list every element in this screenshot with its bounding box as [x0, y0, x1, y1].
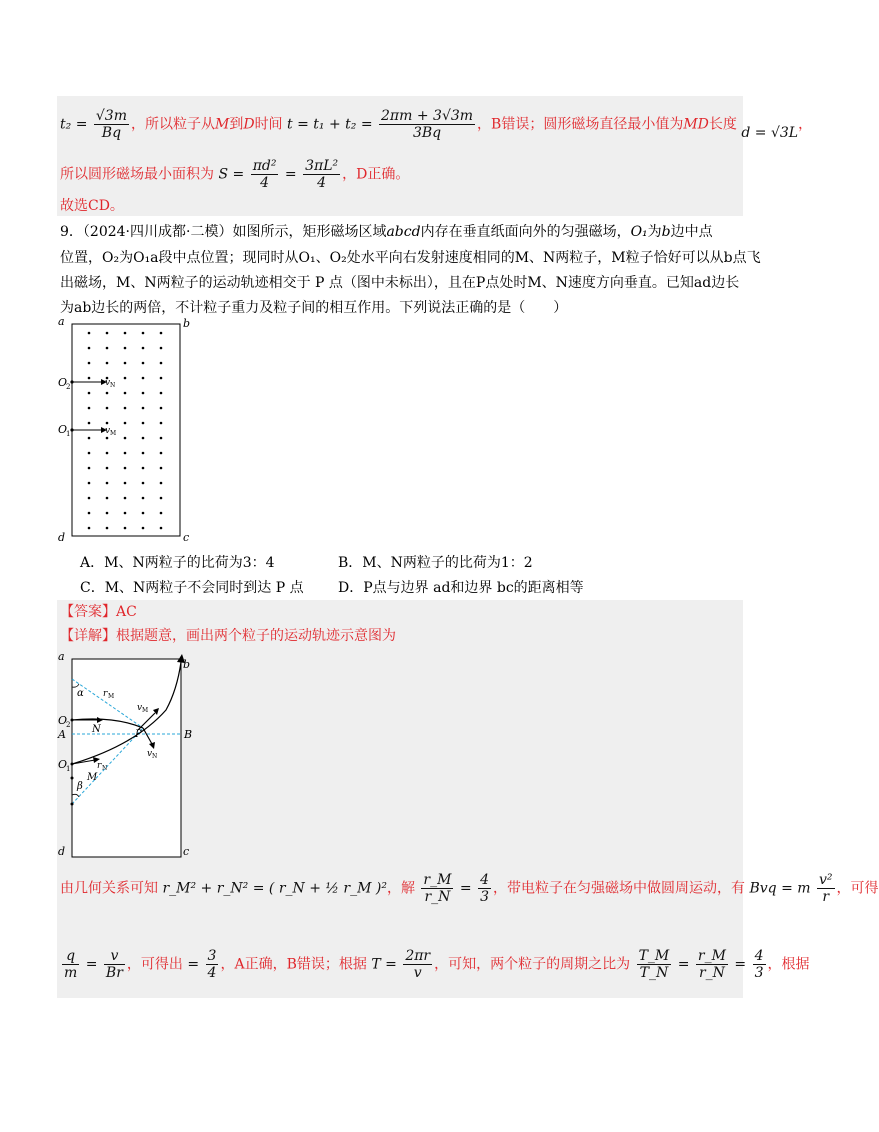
field-dot [88, 347, 91, 350]
fig2-label-d: d [58, 845, 66, 858]
fig1-label-O1: O [58, 423, 68, 436]
fig2-label-P: P [135, 729, 142, 740]
field-dot [160, 512, 163, 515]
field-dot [124, 362, 127, 365]
field-dot [88, 377, 91, 380]
fig2-label-c: c [183, 845, 190, 858]
question-line-1: 9．（2024·四川成都·二模）如图所示，矩形磁场区域abcd内存在垂直纸面向外的匀强磁场，O₁为b边中点 [60, 224, 713, 240]
fig1-label-vM: v [105, 426, 111, 436]
field-dot [106, 347, 109, 350]
field-dot [124, 527, 127, 530]
field-dot [142, 497, 145, 500]
field-dot [124, 392, 127, 395]
field-dot [160, 422, 163, 425]
field-dot [142, 362, 145, 365]
fig1-label-c: c [183, 531, 190, 544]
field-dot [160, 332, 163, 335]
field-dot [88, 362, 91, 365]
field-dot [142, 512, 145, 515]
field-dot [124, 422, 127, 425]
fig2-label-rN: r [97, 761, 102, 771]
field-dot [106, 362, 109, 365]
field-dot [124, 332, 127, 335]
field-dot [124, 407, 127, 410]
derivation-line-1: 由几何关系可知 r_M² + r_N² = ( r_N + ½ r_M )²，解 $\frac{r\_M}{r\_N}$ = $\frac{4}{3}$ ，带电粒子在匀强磁场中做圆周运动，有 Bvq = m $\frac{\text{v²}}{r}$ ，可得 [60, 872, 879, 905]
field-dot [106, 452, 109, 455]
solution-line-2: 所以圆形磁场最小面积为 S = $\frac{\text{πd²}}{4}$ = $\frac{\text{3πL²}}{4}$ ，D正确。 [60, 158, 410, 191]
answer-line: 【答案】AC [60, 604, 137, 620]
field-dot [160, 467, 163, 470]
field-dot [142, 332, 145, 335]
svg-text:N: N [110, 382, 116, 389]
field-dot [142, 347, 145, 350]
fig1-label-b: b [183, 317, 191, 330]
fig2-label-M: M [87, 772, 98, 783]
fig1-label-d: d [58, 531, 66, 544]
svg-text:2: 2 [66, 721, 71, 729]
explain-line: 【详解】根据题意，画出两个粒子的运动轨迹示意图为 [60, 628, 396, 644]
fig2-label-vM: v [137, 703, 143, 713]
field-dot [160, 362, 163, 365]
field-dot [106, 512, 109, 515]
field-dot [88, 512, 91, 515]
field-dot [106, 407, 109, 410]
field-dot [160, 497, 163, 500]
option-C[interactable]: C．M、N两粒子不会同时到达 P 点 [80, 580, 304, 596]
field-dot [88, 482, 91, 485]
field-dot [88, 392, 91, 395]
field-dot [160, 482, 163, 485]
fig1-label-a: a [58, 315, 65, 328]
field-dot [124, 437, 127, 440]
field-dot [88, 407, 91, 410]
field-dot [124, 482, 127, 485]
field-dot [106, 392, 109, 395]
question-line-2: 位置，O₂为O₁a段中点位置；现同时从O₁、O₂处水平向右发射速度相同的M、N两粒子，M粒子恰好可以从b点飞 [60, 250, 761, 266]
field-dot [106, 482, 109, 485]
field-dot [124, 347, 127, 350]
field-dot [142, 392, 145, 395]
field-dot [106, 527, 109, 530]
t2-fraction: $\frac{√3m}{Bq}$ [95, 108, 127, 141]
derivation-line-2: $\frac{q}{m}$ = $\frac{v}{Br}$ ，可得出 = $\frac{3}{4}$ ，A正确，B错误；根据 T = $\frac{2\pi r}{v}$ ，可知，两个粒子的周期之比为 $\frac{T\_M}{T\_N}$ = $\frac{r\_M}{r\_N}$ = $\frac{4}{3}$ ，根据 [64, 948, 810, 981]
fig2-label-a: a [58, 650, 65, 663]
field-dot [142, 467, 145, 470]
fig2-label-N: N [92, 724, 101, 735]
field-dot [160, 347, 163, 350]
field-dot [88, 332, 91, 335]
field-dot [88, 527, 91, 530]
field-dot [88, 467, 91, 470]
field-dot [106, 332, 109, 335]
magnetic-field-figure-1 [55, 315, 200, 547]
fig2-label-beta: β [77, 781, 83, 792]
field-dot [142, 407, 145, 410]
field-dot [88, 422, 91, 425]
fig2-label-b: b [183, 658, 191, 671]
svg-text:M: M [110, 430, 117, 437]
fig2-label-vN: v [147, 749, 153, 759]
field-dot [124, 377, 127, 380]
field-dot [88, 437, 91, 440]
field-dot [106, 422, 109, 425]
svg-text:N: N [152, 753, 158, 760]
field-dot [106, 497, 109, 500]
field-dot [124, 497, 127, 500]
field-dot [106, 467, 109, 470]
fig2-label-O2: O [58, 714, 68, 727]
conclusion: 故选CD。 [60, 198, 124, 214]
field-dot [142, 527, 145, 530]
field-dot [160, 437, 163, 440]
option-B[interactable]: B．M、N两粒子的比荷为1：2 [338, 555, 533, 571]
fig2-label-B: B [184, 728, 193, 741]
question-line-4: 为ab边长的两倍，不计粒子重力及粒子间的相互作用。下列说法正确的是（ ） [60, 300, 568, 316]
svg-text:1: 1 [66, 765, 71, 773]
field-dot [160, 392, 163, 395]
fig2-label-alpha: α [77, 688, 84, 699]
svg-text:M: M [108, 693, 115, 700]
fig1-label-O2: O [58, 376, 68, 389]
option-D[interactable]: D．P点与边界 ad和边界 bc的距离相等 [338, 580, 584, 596]
field-dot [160, 452, 163, 455]
field-dot [160, 407, 163, 410]
field-dot [124, 467, 127, 470]
trajectory-figure-2 [55, 650, 200, 862]
svg-text:N: N [102, 765, 108, 772]
field-dot [106, 437, 109, 440]
field-dot [88, 452, 91, 455]
field-dot [142, 482, 145, 485]
field-dot [160, 527, 163, 530]
field-dot [88, 497, 91, 500]
field-dot [142, 422, 145, 425]
fig2-label-O1: O [58, 758, 68, 771]
field-dot [124, 452, 127, 455]
t-fraction: $\frac{2\pi m + 3√3m}{3Bq}$ [381, 108, 474, 141]
solution-line-1: t₂ = $\frac{√3m}{Bq}$ ，所以粒子从M到D时间 t = t₁ + t₂ = $\frac{2\pi m + 3√3m}{3Bq}$ ，B错误；圆形磁场直径最小值为MD长度 d = √3L， [60, 108, 813, 141]
option-A[interactable]: A．M、N两粒子的比荷为3：4 [80, 555, 275, 571]
fig1-label-vN: v [105, 378, 111, 388]
field-dot [124, 512, 127, 515]
fig2-label-A: A [58, 728, 66, 741]
svg-text:2: 2 [66, 383, 71, 391]
fig2-label-rM: r [103, 689, 108, 699]
field-dot [160, 377, 163, 380]
question-line-3: 出磁场，M、N两粒子的运动轨迹相交于 P 点（图中未标出），且在P点处时M、N速度方向垂直。已知ad边长 [60, 275, 740, 291]
field-dot [142, 437, 145, 440]
field-dot [142, 377, 145, 380]
field-dot [142, 452, 145, 455]
svg-text:1: 1 [66, 430, 71, 438]
svg-text:M: M [142, 707, 149, 714]
